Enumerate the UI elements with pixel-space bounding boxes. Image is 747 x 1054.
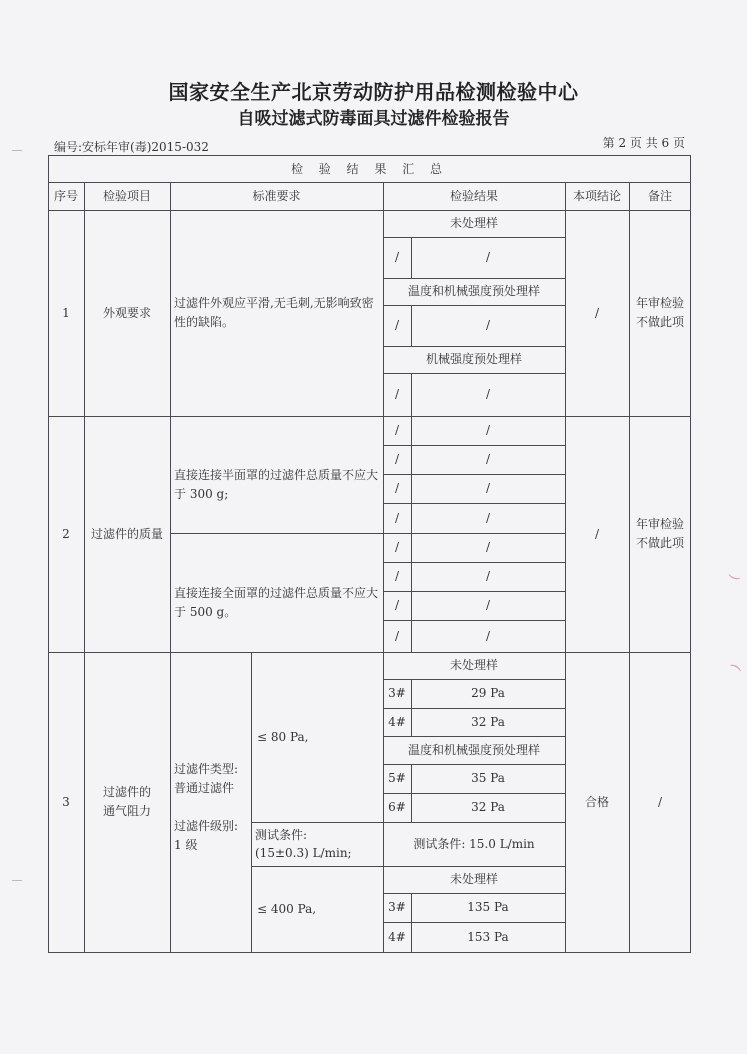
- row2-standard-full-mask: 直接连接全面罩的过滤件总质量不应大于 500 g。: [174, 585, 379, 619]
- slash: /: [485, 569, 491, 583]
- row2-standard-half-mask: 直接连接半面罩的过滤件总质量不应大于 300 g;: [174, 467, 379, 501]
- row3-filter-spec: [170, 652, 251, 952]
- header-item: 检验项目: [102, 188, 151, 203]
- page-number: 第 2 页 共 6 页: [602, 136, 685, 150]
- slash: /: [485, 318, 491, 332]
- row3-test-condition-std: 测试条件: (15±0.3) L/min;: [255, 828, 352, 860]
- row3-seq: 3: [62, 794, 70, 809]
- filter-level-value: 1 级: [174, 837, 198, 852]
- seal-fragment: ): [728, 661, 745, 674]
- sample-id: 5#: [388, 771, 406, 785]
- slash: /: [394, 387, 400, 401]
- row2-remark: 年审检验 不做此项: [635, 517, 684, 550]
- row2-seq: 2: [62, 526, 70, 541]
- slash: /: [485, 628, 491, 643]
- slash: /: [485, 387, 491, 401]
- row3-conclusion: 合格: [584, 794, 609, 809]
- seal-fragment: (: [726, 572, 743, 583]
- report-title: 自吸过滤式防毒面具过滤件检验报告: [237, 109, 510, 129]
- header-result: 检验结果: [449, 188, 498, 203]
- header-remark: 备注: [647, 188, 672, 203]
- slash: /: [485, 510, 491, 525]
- resistance-value: 32 Pa: [471, 800, 505, 814]
- row3-sub-temp-mech: 温度和机械强度预处理样: [407, 742, 540, 757]
- slash: /: [394, 569, 400, 583]
- row3-sub-untreated: 未处理样: [449, 658, 498, 672]
- row1-standard: 过滤件外观应平滑,无毛刺,无影响致密性的缺陷。: [174, 296, 374, 329]
- sample-id: 3#: [388, 686, 406, 700]
- sample-id: 3#: [388, 900, 406, 914]
- doc-number: 编号:安标年审(毒)2015-032: [54, 140, 209, 154]
- row1-remark: 年审检验 不做此项: [635, 296, 684, 329]
- sample-id: 4#: [388, 714, 406, 729]
- slash: /: [485, 423, 491, 437]
- slash: /: [485, 452, 491, 466]
- sample-id: 4#: [388, 929, 406, 944]
- slash: /: [394, 423, 400, 437]
- row1-sub-untreated: 未处理样: [449, 216, 498, 230]
- filter-level-label: 过滤件级别:: [174, 818, 239, 833]
- header-conclusion: 本项结论: [572, 188, 621, 203]
- row1-sub-temp-mech: 温度和机械强度预处理样: [407, 284, 540, 298]
- row3-std-400: ≤ 400 Pa,: [257, 901, 317, 916]
- slash: /: [485, 598, 491, 612]
- section-title: 检 验 结 果 汇 总: [290, 161, 449, 176]
- slash: /: [394, 628, 400, 643]
- slash: /: [485, 540, 491, 554]
- row3-remark: /: [657, 794, 663, 809]
- row3-test-condition-result: 测试条件: 15.0 L/min: [413, 836, 535, 851]
- slash: /: [485, 250, 491, 264]
- slash: /: [394, 452, 400, 466]
- header-standard: 标准要求: [252, 188, 301, 203]
- resistance-value: 135 Pa: [467, 900, 509, 914]
- filter-type-value: 普通过滤件: [174, 780, 235, 795]
- sample-id: 6#: [388, 800, 406, 814]
- row2-conclusion: /: [594, 526, 600, 541]
- slash: /: [394, 598, 400, 612]
- resistance-value: 29 Pa: [471, 686, 505, 700]
- resistance-value: 153 Pa: [467, 929, 509, 944]
- filter-type-label: 过滤件类型:: [174, 761, 239, 776]
- slash: /: [394, 510, 400, 525]
- slash: /: [394, 540, 400, 554]
- row1-item: 外观要求: [102, 305, 151, 320]
- row2-item: 过滤件的质量: [90, 526, 163, 541]
- resistance-value: 32 Pa: [471, 714, 505, 729]
- slash: /: [394, 250, 400, 264]
- row1-seq: 1: [62, 305, 70, 320]
- row1-conclusion: /: [594, 305, 600, 320]
- row3-item: 过滤件的 通气阻力: [102, 785, 151, 818]
- resistance-value: 35 Pa: [471, 771, 505, 785]
- row3-std-80: ≤ 80 Pa,: [257, 729, 309, 744]
- slash: /: [394, 318, 400, 332]
- slash: /: [394, 481, 400, 495]
- org-title: 国家安全生产北京劳动防护用品检测检验中心: [168, 80, 579, 104]
- row1-sub-mech: 机械强度预处理样: [425, 352, 522, 366]
- header-seq: 序号: [53, 188, 78, 203]
- slash: /: [485, 481, 491, 495]
- row3-sub-untreated-400: 未处理样: [449, 872, 498, 886]
